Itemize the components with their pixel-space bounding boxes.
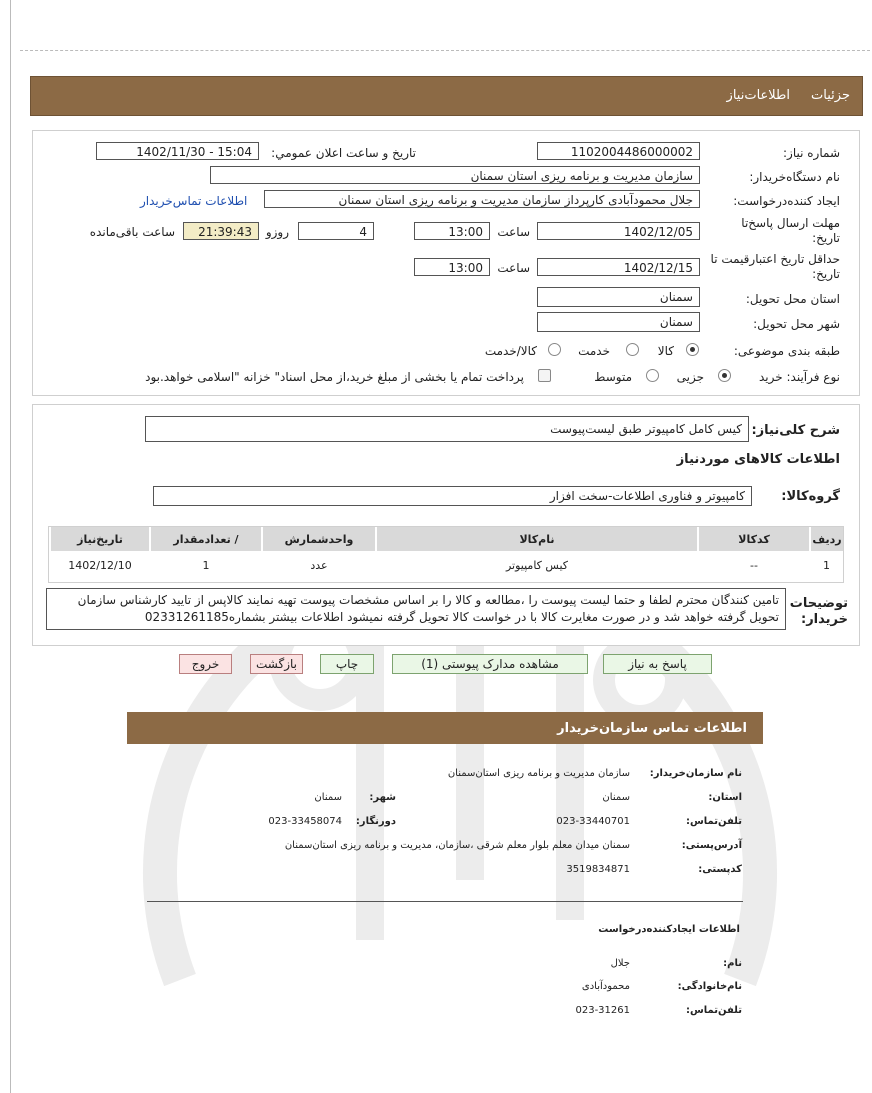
col-need-date: تاریخ‌نیاز: [50, 527, 150, 551]
contact-city-value: سمنان: [314, 792, 342, 803]
process-option-minor: جزیی: [676, 370, 704, 384]
table-row: [50, 551, 843, 579]
fax-label: دورنگار:: [355, 816, 396, 827]
view-attachments-button[interactable]: مشاهده مدارک پیوستی (1): [392, 654, 588, 674]
creator-name-value: جلال: [610, 958, 630, 969]
contact-city-label: شهر:: [369, 792, 396, 803]
items-table-container: [48, 526, 844, 583]
need-number-label: شماره نیاز:: [783, 146, 840, 160]
process-radio-medium[interactable]: [646, 369, 659, 382]
postal-code-label: کد‌پستی:: [698, 864, 742, 875]
cell-unit: عدد: [310, 558, 328, 572]
fax-value: 023-33458074: [268, 816, 342, 827]
deadline-time-field: 13:00: [414, 222, 490, 240]
category-option-goods-service: کالا/خدمت: [484, 344, 537, 358]
validity-date-field: 1402/12/15: [537, 258, 700, 276]
summary-label: شرح کلی‌نیاز:: [751, 423, 840, 438]
cell-code: --: [750, 558, 758, 572]
need-number-field: 1102004486000002: [537, 142, 700, 160]
tab-details[interactable]: جزئیات: [811, 88, 850, 103]
back-button[interactable]: بازگشت: [250, 654, 303, 674]
contact-bar: [127, 712, 763, 744]
creator-family-label: نام‌خانوادگی:: [677, 981, 742, 992]
creator-family-value: محمودآبادی: [581, 981, 630, 992]
validity-time-field: 13:00: [414, 258, 490, 276]
org-value: سازمان مدیریت و برنامه ریزی استان‌سمنان: [447, 768, 630, 779]
col-row: ردیف: [810, 527, 843, 551]
address-label: آدرس‌پستی:: [681, 840, 742, 851]
treasury-payment-checkbox[interactable]: [538, 369, 551, 382]
remaining-label: ساعت باقی‌مانده: [89, 225, 175, 239]
category-option-goods: کالا: [657, 344, 674, 358]
group-field: کامپیوتر و فناوری اطلاعات-سخت افزار: [153, 486, 752, 506]
org-label: نام سازمان‌خریدار:: [649, 768, 742, 779]
goods-info-title: اطلاعات کالاهای موردنیاز: [676, 452, 840, 467]
process-option-medium: متوسط: [594, 370, 632, 384]
deadline-label: مهلت ارسال پاسخ‌تا تاریخ:: [741, 216, 840, 245]
treasury-payment-note: پرداخت تمام یا بخشی از مبلغ خرید،از محل اسناد" خزانه "اسلامی خواهد.بود: [145, 370, 524, 384]
postal-code-value: 3519834871: [566, 864, 630, 875]
validity-time-label: ساعت: [497, 261, 530, 275]
phone-value: 023-33440701: [556, 816, 630, 827]
category-radio-service[interactable]: [626, 343, 639, 356]
deadline-date-field: 1402/12/05: [537, 222, 700, 240]
deadline-time-label: ساعت: [497, 225, 530, 239]
col-unit: واحدشمارش: [262, 527, 376, 551]
process-radio-minor[interactable]: [718, 369, 731, 382]
left-frame-border: [10, 0, 11, 1093]
cell-quantity: 1: [202, 558, 210, 572]
process-label: نوع فرآیند: خرید: [759, 370, 840, 384]
creator-phone-label: تلفن‌تماس:: [685, 1005, 742, 1016]
category-radio-goods-service[interactable]: [548, 343, 561, 356]
days-label: روزو: [265, 225, 289, 239]
col-code: کدکالا: [698, 527, 810, 551]
category-label: طبقه بندی موضوعی:: [733, 344, 840, 358]
exit-button[interactable]: خروج: [179, 654, 232, 674]
col-quantity: / تعدادمقدار: [150, 527, 262, 551]
announce-field: 1402/11/30 - 15:04: [96, 142, 259, 160]
announce-label: تاریخ و ساعت اعلان عمومي:: [271, 146, 416, 160]
cell-row: 1: [823, 558, 830, 572]
buyer-notes-field: تامین کنندگان محترم لطفا و حتما لیست پیوست را ،مطالعه و کالا را بر اساس مشخصات پیوست تهیه نمایند کالاپس از تایید کارشناس سازمان تحویل گرفته خواهد شد و در صورت مغایرت کالا با در خواست کالا تحویل گرفته نمیشود اطلاعات بیشتر بشماره02331261185: [46, 588, 786, 630]
header-bar: [30, 76, 863, 116]
province-label: استان محل تحویل:: [745, 292, 840, 306]
contact-divider: [147, 901, 743, 902]
creator-info-title: اطلاعات ایجادکننده‌درخواست: [598, 924, 740, 935]
validity-label: حداقل تاریخ اعتبارقیمت تا تاریخ:: [710, 252, 840, 281]
creator-phone-value: 023-31261: [575, 1005, 630, 1016]
top-divider: [20, 50, 870, 51]
contact-bar-title: اطلاعات تماس سازمان‌خریدار: [557, 721, 747, 736]
remaining-time-field: 21:39:43: [183, 222, 259, 240]
items-table: [49, 527, 843, 579]
cell-need-date: 1402/12/10: [68, 558, 132, 572]
city-field: سمنان: [537, 312, 700, 332]
province-field: سمنان: [537, 287, 700, 307]
buyer-label: نام دستگاه‌خریدار:: [749, 170, 840, 184]
buyer-notes-label: توضیحات خریدار:: [789, 596, 848, 627]
address-value: سمنان میدان معلم بلوار معلم شرقی ،سازمان، مدیریت و برنامه ریزی استان‌سمنان: [284, 840, 630, 851]
creator-field: جلال محمودآبادی کارپرداز سازمان مدیریت و برنامه ریزی استان سمنان: [264, 190, 700, 208]
summary-field: کیس کامل کامپیوتر طبق لیست‌پیوست: [145, 416, 749, 442]
days-field: 4: [298, 222, 374, 240]
print-button[interactable]: چاپ: [320, 654, 374, 674]
category-option-service: خدمت: [578, 344, 610, 358]
col-name: نام‌کالا: [376, 527, 698, 551]
tab-need-info[interactable]: اطلاعات‌نیاز: [726, 88, 790, 103]
cell-name: کیس کامپیوتر: [505, 558, 568, 572]
contact-province-value: سمنان: [602, 792, 630, 803]
creator-name-label: نام:: [723, 958, 742, 969]
phone-label: تلفن‌تماس:: [685, 816, 742, 827]
creator-label: ایجاد کننده‌درخواست:: [733, 194, 840, 208]
group-label: گروه‌کالا:: [781, 489, 840, 504]
buyer-field: سازمان مدیریت و برنامه ریزی استان سمنان: [210, 166, 700, 184]
category-radio-goods[interactable]: [686, 343, 699, 356]
contact-province-label: استان:: [708, 792, 742, 803]
buyer-contact-link[interactable]: اطلاعات تماس‌خریدار: [140, 194, 248, 208]
city-label: شهر محل تحویل:: [753, 317, 840, 331]
reply-button[interactable]: پاسخ به نیاز: [603, 654, 712, 674]
